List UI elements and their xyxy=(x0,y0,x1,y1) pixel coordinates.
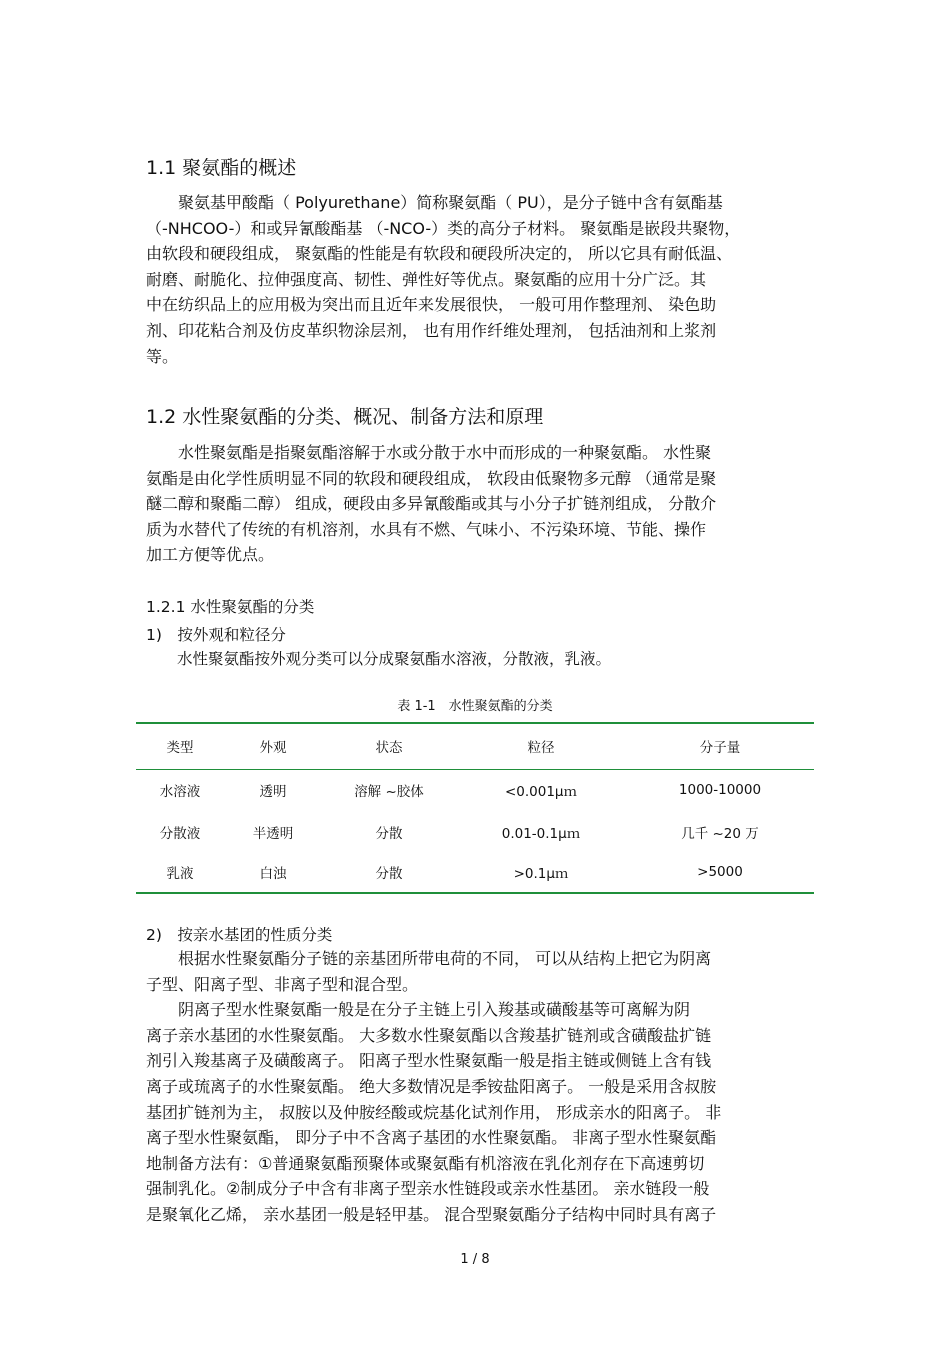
text-line: 聚氨基甲酸酯（ Polyurethane）简称聚氨酯（ PU），是分子链中含有氨酯基 xyxy=(146,193,723,212)
table-cell: 0.01-0.1μｍ xyxy=(501,825,581,842)
text-line: 等。 xyxy=(146,346,179,366)
item-1-text: 水性聚氨酯按外观分类可以分成聚氨酯水溶液，分散液，乳液。 xyxy=(146,650,612,668)
text-line: 由软段和硬段组成， 聚氨酯的性能是有软段和硬段所决定的， 所以它具有耐低温、 xyxy=(146,244,733,264)
table-row xyxy=(136,811,814,852)
table-cell: 透明 xyxy=(259,784,287,801)
header-molecular-weight: 分子量 xyxy=(626,723,814,769)
header-state: 状态 xyxy=(322,723,456,769)
page-number: 1 / 8 xyxy=(460,1252,490,1267)
text-line: 离子型水性聚氨酯， 即分子中不含离子基团的水性聚氨酯。 非离子型水性聚氨酯 xyxy=(146,1128,717,1148)
table-cell: 分散 xyxy=(375,866,403,882)
table-cell: 分散液 xyxy=(159,825,201,842)
text-line: 剂、印花粘合剂及仿皮革织物涂层剂， 也有用作纤维处理剂， 包括油剂和上浆剂 xyxy=(146,320,717,340)
table-header-row xyxy=(136,723,814,769)
table-cell: >0.1μｍ xyxy=(513,866,569,882)
section-1-2-body xyxy=(146,440,826,568)
table-cell: 白浊 xyxy=(259,866,287,882)
text-line: 剂引入羧基离子及磺酸离子。 阳离子型水性聚氨酯一般是指主链或侧链上含有钱 xyxy=(146,1051,712,1071)
section-1-2-1-heading: 1.2.1 水性聚氨酯的分类 xyxy=(146,598,315,616)
table-cell: 溶解 ~胶体 xyxy=(354,784,424,801)
item-1-title: 1) 按外观和粒径分 xyxy=(146,626,286,644)
text-line: 离子或琉离子的水性聚氨酯。 绝大多数情况是季铵盐阳离子。 一般是采用含叔胺 xyxy=(146,1076,717,1096)
text-line: 强制乳化。②制成分子中含有非离子型亲水性链段或亲水性基团。 亲水链段一般 xyxy=(146,1179,710,1199)
table-cell: 乳液 xyxy=(166,866,194,882)
section-1-2-heading: 1.2 水性聚氨酯的分类、概况、制备方法和原理 xyxy=(146,406,544,428)
text-line: 根据水性聚氨酯分子链的亲基团所带电荷的不同， 可以从结构上把它为阴离 xyxy=(146,949,712,968)
text-line: 水性聚氨酯是指聚氨酯溶解于水或分散于水中而形成的一种聚氨酯。 水性聚 xyxy=(146,443,712,462)
text-line: 加工方便等优点。 xyxy=(146,545,275,565)
table-cell: 几千 ~20 万 xyxy=(681,825,759,842)
table-caption: 表 1-1 水性聚氨酯的分类 xyxy=(397,699,553,714)
classification-table xyxy=(136,722,814,894)
table-row xyxy=(136,769,814,811)
header-appearance: 外观 xyxy=(224,723,322,769)
header-type: 类型 xyxy=(136,723,224,769)
text-line: 耐磨、耐脆化、拉伸强度高、韧性、弹性好等优点。聚氨酯的应用十分广泛。其 xyxy=(146,269,707,289)
text-line: 中在纺织品上的应用极为突出而且近年来发展很快， 一般可用作整理剂、 染色助 xyxy=(146,295,717,315)
text-line: 地制备方法有：①普通聚氨酯预聚体或聚氨酯有机溶液在乳化剂存在下高速剪切 xyxy=(146,1153,705,1173)
text-line: 氨酯是由化学性质明显不同的软段和硬段组成， 软段由低聚物多元醇 （通常是聚 xyxy=(146,468,717,488)
text-line: （-NHCOO-）和或异氰酸酯基 （-NCO-）类的高分子材料。 聚氨酯是嵌段共聚物， xyxy=(146,218,741,238)
table-cell: 1000-10000 xyxy=(678,782,762,799)
text-line: 阴离子型水性聚氨酯一般是在分子主链上引入羧基或磺酸基等可离解为阴 xyxy=(146,1000,691,1020)
text-line: 子型、阳离子型、非离子型和混合型。 xyxy=(146,974,419,994)
table-cell: <0.001μｍ xyxy=(504,784,578,801)
text-line: 是聚氧化乙烯， 亲水基团一般是轻甲基。 混合型聚氨酯分子结构中同时具有离子 xyxy=(146,1204,717,1224)
item-2-body xyxy=(146,946,826,1228)
section-1-1-body xyxy=(146,190,826,369)
item-2-title: 2) 按亲水基团的性质分类 xyxy=(146,926,333,944)
table-cell: 半透明 xyxy=(252,825,294,842)
table-cell: 水溶液 xyxy=(159,784,201,801)
table-cell: 分散 xyxy=(375,825,403,842)
text-line: 离子亲水基团的水性聚氨酯。 大多数水性聚氨酯以含羧基扩链剂或含磺酸盐扩链 xyxy=(146,1025,712,1045)
text-line: 基团扩链剂为主， 叔胺以及仲胺经酸或烷基化试剂作用， 形成亲水的阳离子。 非 xyxy=(146,1102,722,1122)
table-row xyxy=(136,852,814,893)
text-line: 醚二醇和聚酯二醇） 组成，硬段由多异氰酸酯或其与小分子扩链剂组成， 分散介 xyxy=(146,494,717,514)
table-cell: >5000 xyxy=(697,864,743,880)
section-1-1-heading: 1.1 聚氨酯的概述 xyxy=(146,157,297,179)
header-particle-size: 粒径 xyxy=(456,723,626,769)
text-line: 质为水替代了传统的有机溶剂，水具有不燃、气味小、不污染环境、节能、操作 xyxy=(146,519,707,539)
